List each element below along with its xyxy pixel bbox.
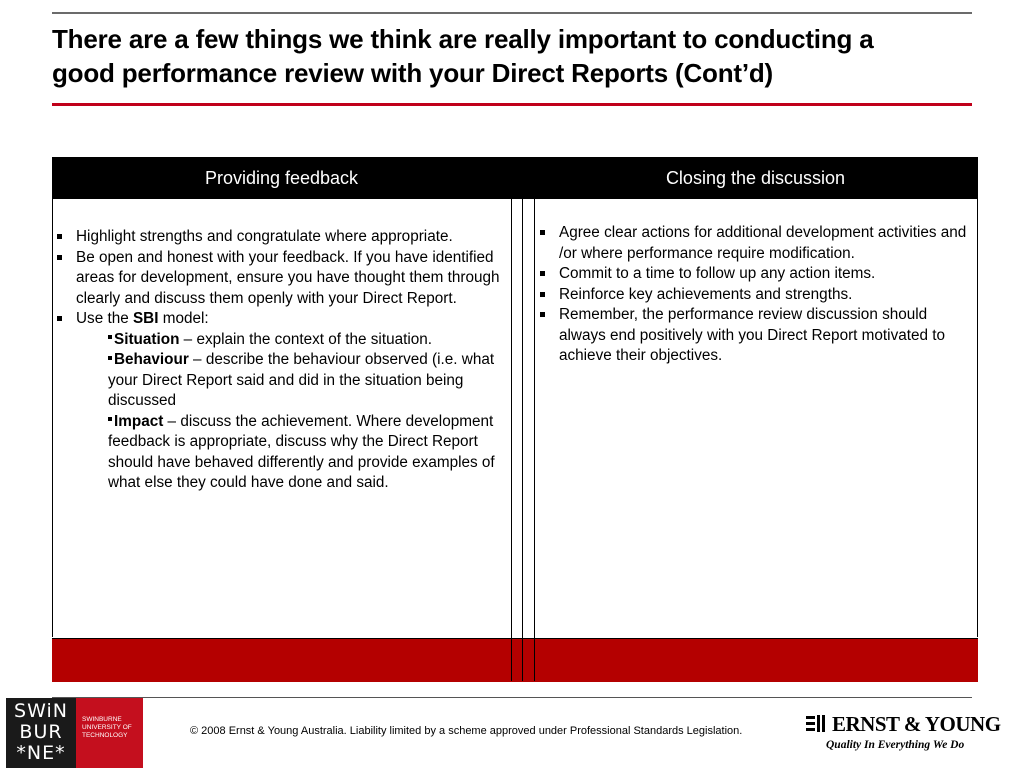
swinburne-name-line: UNIVERSITY OF: [82, 724, 132, 731]
header-providing-feedback: Providing feedback: [204, 168, 359, 188]
list-item-text: Use the: [76, 310, 133, 327]
swinburne-name: [82, 716, 144, 740]
sbi-behaviour: [52, 350, 504, 412]
sbi-term: Situation: [114, 330, 180, 348]
ernst-young-logo: [806, 712, 1001, 756]
bullet-icon: [540, 271, 545, 276]
swinburne-name-line: TECHNOLOGY: [82, 732, 128, 739]
sbi-description: – describe the behaviour observed (i.e. what your Direct Report said and did in the situation being discussed: [108, 351, 495, 409]
bullet-icon: [57, 234, 62, 239]
swinburne-mark-line: *NE*: [16, 742, 66, 764]
list-item: [535, 223, 971, 264]
swinburne-mark-line: BUR: [19, 721, 63, 743]
list-item: [535, 285, 971, 306]
list-item: [52, 227, 504, 248]
column-divider: [522, 157, 523, 681]
footer-rule: [52, 697, 972, 698]
sbi-term: Behaviour: [114, 351, 189, 368]
title-line-1: There are a few things we think are really important to conducting a: [52, 24, 874, 54]
list-item: [535, 264, 971, 285]
swinburne-name-line: SWINBURNE: [82, 716, 122, 723]
sbi-description: – explain the context of the situation.: [179, 330, 433, 348]
feedback-table: [52, 157, 978, 681]
swinburne-logo: [6, 698, 143, 768]
bullet-icon: [108, 335, 112, 339]
ey-tagline: Quality In Everything We Do: [826, 739, 965, 751]
list-item: [52, 248, 504, 310]
top-rule: [52, 12, 972, 14]
list-item-text: Commit to a time to follow up any action items.: [559, 265, 876, 282]
title-line-2: good performance review with your Direct Reports (Cont’d): [52, 58, 774, 88]
header-closing-discussion: Closing the discussion: [665, 168, 846, 188]
list-item-text: model:: [158, 310, 209, 327]
closing-discussion-list: [535, 223, 971, 367]
providing-feedback-list: [52, 227, 504, 494]
ey-brand-name: ERNST & YOUNG: [832, 712, 1001, 736]
bullet-icon: [108, 356, 112, 360]
copyright-notice: © 2008 Ernst & Young Australia. Liability limited by a scheme approved under Professional Standards Legislation.: [190, 725, 743, 737]
sbi-label: SBI: [132, 310, 159, 327]
sbi-description: – discuss the achievement. Where development feedback is appropriate, discuss why the Direct Report should have behaved differently and provide examples of what else they could have done and said.: [108, 412, 495, 491]
list-item-text: Remember, the performance review discussion should always end positively with you Direct Report motivated to achieve their objectives.: [559, 306, 945, 364]
list-item-text: Agree clear actions for additional development activities and /or where performance require modification.: [559, 224, 967, 262]
swinburne-mark: [6, 698, 76, 768]
sbi-term: Impact: [114, 412, 164, 430]
ey-beam-icon: [806, 715, 826, 733]
bullet-icon: [57, 316, 62, 321]
list-item-text: Highlight strengths and congratulate where appropriate.: [76, 228, 453, 245]
swinburne-mark-line: SWiN: [14, 700, 68, 722]
bullet-icon: [57, 255, 62, 260]
list-item-text: Reinforce key achievements and strengths.: [559, 285, 853, 303]
sbi-situation: [52, 330, 504, 351]
sbi-impact: [52, 412, 504, 494]
bullet-icon: [540, 292, 545, 297]
bullet-icon: [540, 230, 545, 235]
list-item: [535, 305, 971, 367]
column-divider: [511, 157, 512, 681]
bullet-icon: [108, 417, 112, 421]
list-item: [52, 309, 504, 330]
title-underline: [52, 103, 972, 106]
page-title: [52, 22, 982, 90]
bullet-icon: [540, 312, 545, 317]
table-footer-row: [52, 638, 978, 682]
list-item-text: Be open and honest with your feedback. If you have identified areas for development, ensure you have thought them through clearly and discuss them openly with your Direct Report.: [76, 248, 500, 307]
